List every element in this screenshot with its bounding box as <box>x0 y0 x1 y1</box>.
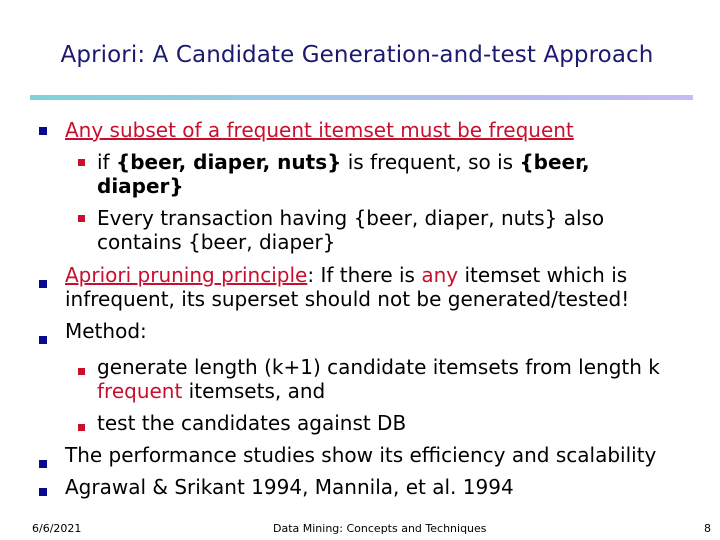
text-run: : If there is <box>307 263 422 287</box>
sub-bullet-1-line-1 <box>97 150 590 174</box>
sub-bullet-2-line-2: contains {beer, diaper} <box>97 230 336 254</box>
bullet-2-line-2: infrequent, its superset should not be generated/tested! <box>65 287 630 311</box>
sub-bullet-3-line-2 <box>97 379 325 403</box>
footer-title: Data Mining: Concepts and Techniques <box>273 522 487 535</box>
sub-bullet-2-line-1: Every transaction having {beer, diaper, nuts} also <box>97 206 605 230</box>
bullet-4-text: The performance studies show its efficiency and scalability <box>65 443 657 467</box>
footer-date: 6/6/2021 <box>32 522 82 535</box>
emphasis-text: frequent <box>97 379 183 403</box>
text-run: if <box>97 150 116 174</box>
text-run: itemset which is <box>458 263 628 287</box>
sub-bullet-1-line-2: diaper} <box>97 174 184 198</box>
footer-page-number: 8 <box>704 522 711 535</box>
sub-bullet-marker <box>78 159 85 166</box>
bullet-marker <box>39 488 47 496</box>
sub-bullet-marker <box>78 368 85 375</box>
itemset-text: {beer, <box>519 150 590 174</box>
sub-bullet-marker <box>78 215 85 222</box>
principle-text: Apriori pruning principle <box>65 263 308 287</box>
text-run: is frequent, so is <box>341 150 520 174</box>
text-run: itemsets, and <box>182 379 326 403</box>
bullet-5-text: Agrawal & Srikant 1994, Mannila, et al. 1994 <box>65 475 514 499</box>
itemset-text: {beer, diaper, nuts} <box>115 150 342 174</box>
bullet-2-line-1 <box>65 263 627 287</box>
title-divider <box>30 95 693 100</box>
bullet-marker <box>39 127 47 135</box>
bullet-3-text: Method: <box>65 319 147 343</box>
bullet-marker <box>39 460 47 468</box>
bullet-marker <box>39 280 47 288</box>
bullet-marker <box>39 336 47 344</box>
slide-title: Apriori: A Candidate Generation-and-test Approach <box>60 42 654 68</box>
bullet-1-text: Any subset of a frequent itemset must be frequent <box>65 118 574 142</box>
sub-bullet-3-line-1: generate length (k+1) candidate itemsets from length k <box>97 355 660 379</box>
emphasis-text: any <box>421 263 459 287</box>
sub-bullet-marker <box>78 424 85 431</box>
sub-bullet-4-text: test the candidates against DB <box>97 411 407 435</box>
